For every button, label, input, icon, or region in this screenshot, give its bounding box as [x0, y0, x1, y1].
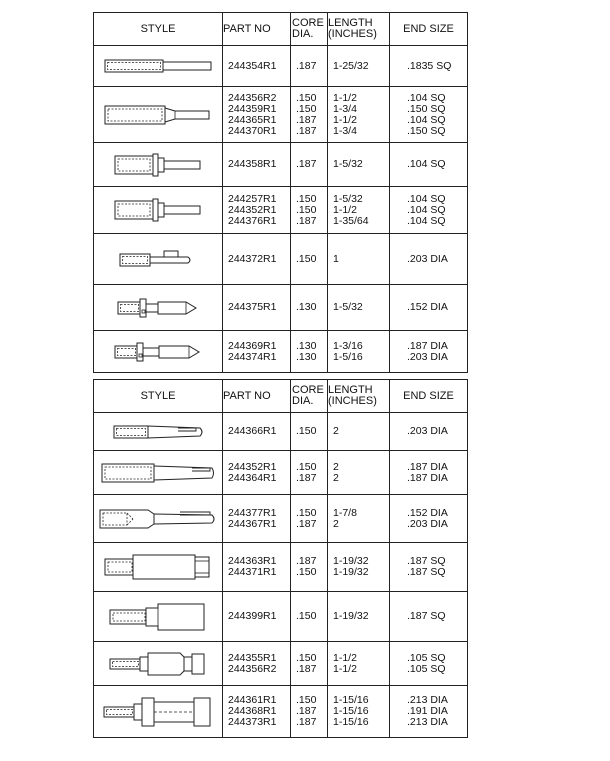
length-cell: 1 [328, 234, 390, 285]
core-dia-cell: .150 .150 .187 .187 [291, 87, 328, 143]
table-row [94, 87, 468, 143]
end-size-cell: .187 SQ .187 SQ [390, 543, 468, 592]
end-size-cell: .152 DIA .203 DIA [390, 495, 468, 543]
end-size-cell: .213 DIA .191 DIA .213 DIA [390, 686, 468, 738]
table-row [94, 46, 468, 87]
header-part-no: PART NO [223, 380, 291, 413]
flared-socket-icon [108, 648, 208, 680]
part-no-cell: 244377R1 244367R1 [223, 495, 291, 543]
header-end-size: END SIZE [390, 380, 468, 413]
style-cell [94, 642, 223, 686]
core-dia-cell: .150 [291, 592, 328, 642]
style-cell [94, 187, 223, 234]
part-no-cell: 244375R1 [223, 285, 291, 331]
style-cell [94, 686, 223, 738]
style-cell [94, 592, 223, 642]
core-dia-cell: .130 [291, 285, 328, 331]
table-row [94, 686, 468, 738]
part-no-cell: 244356R2 244359R1 244365R1 244370R1 [223, 87, 291, 143]
header-style: STYLE [94, 13, 223, 46]
table-row [94, 285, 468, 331]
style-cell [94, 234, 223, 285]
stepped-socket-icon [103, 551, 213, 583]
style-cell [94, 543, 223, 592]
part-no-cell: 244355R1 244356R2 [223, 642, 291, 686]
style-cell [94, 413, 223, 451]
clip-bit-icon [98, 506, 218, 532]
length-cell: 2 [328, 413, 390, 451]
length-cell: 1-7/8 2 [328, 495, 390, 543]
part-no-cell: 244399R1 [223, 592, 291, 642]
end-size-cell: .187 DIA .203 DIA [390, 331, 468, 373]
header-style: STYLE [94, 380, 223, 413]
length-cell: 1-5/32 [328, 285, 390, 331]
core-dia-cell: .187 [291, 143, 328, 187]
length-cell: 2 2 [328, 451, 390, 495]
pointed-bit-icon [113, 340, 203, 364]
style-cell [94, 495, 223, 543]
core-dia-cell: .187 [291, 46, 328, 87]
table-row [94, 187, 468, 234]
core-dia-cell: .150 .187 [291, 495, 328, 543]
core-dia-cell: .150 [291, 234, 328, 285]
length-cell: 1-1/2 1-1/2 [328, 642, 390, 686]
part-no-cell: 244352R1 244364R1 [223, 451, 291, 495]
style-cell [94, 331, 223, 373]
part-no-cell: 244366R1 [223, 413, 291, 451]
style-cell [94, 87, 223, 143]
header-core-dia: CORE DIA. [291, 13, 328, 46]
end-size-cell: .105 SQ .105 SQ [390, 642, 468, 686]
parts-table-2 [93, 379, 468, 738]
length-cell: 1-3/16 1-5/16 [328, 331, 390, 373]
length-cell: 1-25/32 [328, 46, 390, 87]
end-size-cell: .203 DIA [390, 234, 468, 285]
table-row [94, 143, 468, 187]
header-length: LENGTH (INCHES) [328, 13, 390, 46]
style-cell [94, 143, 223, 187]
table-row [94, 642, 468, 686]
part-no-cell: 244363R1 244371R1 [223, 543, 291, 592]
table-row [94, 413, 468, 451]
core-dia-cell: .187 .150 [291, 543, 328, 592]
core-dia-cell: .150 .187 [291, 642, 328, 686]
style-cell [94, 46, 223, 87]
core-dia-cell: .150 [291, 413, 328, 451]
end-size-cell: .104 SQ .150 SQ .104 SQ .150 SQ [390, 87, 468, 143]
end-size-cell: .1835 SQ [390, 46, 468, 87]
core-dia-cell: .150 .187 [291, 451, 328, 495]
part-no-cell: 244369R1 244374R1 [223, 331, 291, 373]
clip-bit-icon [110, 422, 206, 442]
part-no-cell: 244361R1 244368R1 244373R1 [223, 686, 291, 738]
end-size-cell: .187 DIA .187 DIA [390, 451, 468, 495]
double-socket-icon [102, 695, 214, 729]
core-dia-cell: .150 .150 .187 [291, 187, 328, 234]
tapered-bit-icon [103, 103, 213, 127]
length-cell: 1-19/32 1-19/32 [328, 543, 390, 592]
table-row [94, 451, 468, 495]
length-cell: 1-19/32 [328, 592, 390, 642]
table-row [94, 495, 468, 543]
table-row [94, 543, 468, 592]
end-size-cell: .152 DIA [390, 285, 468, 331]
table-row [94, 234, 468, 285]
length-cell: 1-5/32 [328, 143, 390, 187]
core-dia-cell: .150 .187 .187 [291, 686, 328, 738]
part-no-cell: 244354R1 [223, 46, 291, 87]
collar-bit-icon [113, 197, 203, 223]
tab-bit-icon [118, 248, 198, 270]
end-size-cell: .104 SQ [390, 143, 468, 187]
core-dia-cell: .130 .130 [291, 331, 328, 373]
header-row [94, 13, 468, 46]
table-row [94, 331, 468, 373]
style-cell [94, 285, 223, 331]
end-size-cell: .203 DIA [390, 413, 468, 451]
table-row [94, 592, 468, 642]
header-end-size: END SIZE [390, 13, 468, 46]
part-no-cell: 244372R1 [223, 234, 291, 285]
socket-icon [108, 601, 208, 633]
header-length: LENGTH (INCHES) [328, 380, 390, 413]
length-cell: 1-5/32 1-1/2 1-35/64 [328, 187, 390, 234]
collar-bit-icon [113, 153, 203, 177]
style-cell [94, 451, 223, 495]
clip-bit-icon [100, 461, 216, 485]
header-core-dia: CORE DIA. [291, 380, 328, 413]
length-cell: 1-1/2 1-3/4 1-1/2 1-3/4 [328, 87, 390, 143]
length-cell: 1-15/16 1-15/16 1-15/16 [328, 686, 390, 738]
long-bit-icon [103, 57, 213, 75]
part-no-cell: 244257R1 244352R1 244376R1 [223, 187, 291, 234]
pointed-bit-icon [116, 296, 200, 320]
end-size-cell: .104 SQ .104 SQ .104 SQ [390, 187, 468, 234]
end-size-cell: .187 SQ [390, 592, 468, 642]
header-part-no: PART NO [223, 13, 291, 46]
header-row [94, 380, 468, 413]
part-no-cell: 244358R1 [223, 143, 291, 187]
parts-table-1 [93, 12, 468, 373]
